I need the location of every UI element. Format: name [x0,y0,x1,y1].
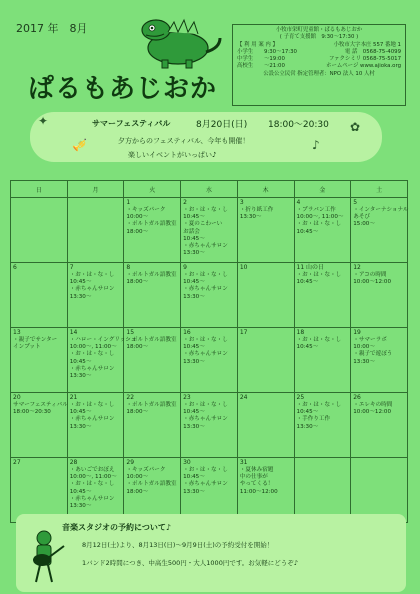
event-entry: 10:45〜 [183,214,205,221]
weekday-header: 水 [181,181,238,198]
event-entry: 10:45〜 [69,279,92,286]
calendar-week-row [11,393,408,458]
festival-subtitle: 夕方からのフェスティバル、今年も開催！ [118,137,250,145]
day-number: 31 [239,459,248,466]
calendar-day-cell [294,263,351,328]
calendar-day-cell [294,198,351,263]
event-entry: 13:30〜 [69,503,92,510]
event-entry: 中の仕事が [239,474,268,481]
event-entry: 10:45〜 [183,409,205,416]
calendar-day-cell [181,263,238,328]
event-entry: 13:30〜 [69,423,92,430]
event-entry: ・赤ちゃんサロン [69,286,115,293]
event-entry: ・キッズパーク [126,206,166,213]
event-entry: 10:00〜, 11:00〜 [296,214,344,221]
calendar-day-cell [294,328,351,393]
dinosaur-logo [128,8,224,70]
event-entry: ・赤ちゃんサロン [69,495,115,502]
studio-notice-title: 音楽スタジオの予約について♪ [62,523,171,532]
event-entry: ・赤ちゃんサロン [69,416,115,423]
calendar-day-cell [11,263,68,328]
page-title: ぱるもあじおか [28,74,218,104]
event-entry: ・ハロー・イングリッシュ [69,336,137,343]
day-number: 3 [239,199,244,206]
festival-date: 8月20日(日) [196,120,248,130]
calendar-day-cell [181,393,238,458]
event-entry: ・お・は・な・し [296,401,342,408]
calendar-day-cell [294,458,351,523]
info-elementary-hours: 小学生 9:30〜17:30 [237,48,297,55]
weekday-header: 木 [237,181,294,198]
festival-tagline: 楽しいイベントがいっぱい♪ [128,151,217,159]
event-entry: ・サマーラボ [353,336,387,343]
calendar-day-cell [351,198,408,263]
lantern-icon: ✿ [350,120,361,134]
day-number: 5 [353,199,358,206]
event-entry: 18:00〜 [126,279,149,286]
calendar-day-cell [124,458,181,523]
guitarist-illustration [22,528,66,584]
day-number: 16 [183,329,191,336]
calendar-day-cell [67,393,124,458]
event-entry: ・赤ちゃんサロン [183,416,228,423]
day-number: 6 [13,264,17,271]
event-entry: ・赤ちゃんサロン [183,351,228,358]
event-entry: 10:00〜 [353,344,375,351]
event-entry: ・赤ちゃんサロン [183,286,228,293]
event-entry: 15:00〜 [353,221,375,228]
event-entry: 18:00〜 [126,409,149,416]
calendar-week-row [11,328,408,393]
event-entry: ・赤ちゃんサロン [183,481,228,488]
event-entry: 13:30〜 [183,358,205,365]
sparkle-icon: ✦ [38,114,49,128]
event-entry: 10:45〜 [296,344,319,351]
calendar-day-cell [11,198,68,263]
calendar-week-row [11,458,408,523]
info-row-web [237,63,401,70]
calendar-day-cell [11,328,68,393]
calendar-day-cell [237,458,294,523]
event-entry: 10:45〜 [183,279,205,286]
event-entry: ・インターナショナル [353,206,409,213]
event-entry: ・あいごでおぼえ [69,466,115,473]
event-entry: 13:30〜 [353,358,375,365]
day-number: 17 [239,329,248,336]
event-entry: ・お・は・な・し [296,336,342,343]
calendar-day-cell [11,393,68,458]
day-number: 23 [183,394,191,401]
event-entry: ・ポルトガル語教室 [126,221,177,228]
calendar-day-cell [124,198,181,263]
day-number: 12 [353,264,361,271]
day-number: 22 [126,394,135,401]
event-entry: ・お・は・な・し [69,351,115,358]
info-fax: ファクシミリ 0568-75-5017 [328,56,401,63]
event-entry: 10:45〜 [296,228,319,235]
calendar-day-cell [67,198,124,263]
event-entry: ・お・は・な・し [69,271,115,278]
info-org: 小牧市栄町児童館・ぱるもあじおか [275,27,363,33]
event-entry: インプット [13,344,41,351]
event-entry: 10:45〜 [183,474,205,481]
day-number: 15 [126,329,135,336]
calendar-day-cell [181,458,238,523]
event-entry: お話会 [183,228,200,235]
event-entry: ・お・は・な・し [183,271,228,278]
event-entry: ・お・は・な・し [69,481,115,488]
weekday-header-row [11,181,408,198]
event-entry: ・赤ちゃんサロン [69,365,115,372]
calendar-day-cell [124,328,181,393]
event-entry: 13:30〜 [183,293,205,300]
weekday-header: 日 [11,181,68,198]
event-entry: ・お・は・な・し [69,401,115,408]
calendar-day-cell [124,393,181,458]
calendar-day-cell [67,458,124,523]
event-entry: 10:00〜, 11:00〜 [69,344,117,351]
event-entry: 10:45〜 [296,409,319,416]
event-entry: 13:30〜 [69,373,92,380]
event-entry: ・ポルトガル語教室 [126,481,177,488]
event-entry: 10:00〜, 11:00〜 [69,474,117,481]
event-entry: ・お・は・な・し [183,401,228,408]
event-entry: やってくる！ [239,481,274,488]
event-entry: ・親子でサンター [13,336,58,343]
day-number: 26 [353,394,361,401]
event-entry: 13:30〜 [296,423,319,430]
event-entry: 10:00〜12:00 [353,279,392,286]
event-entry: ・夏休み宿題 [239,466,274,473]
day-number: 20 [13,394,21,401]
event-entry: 13:30〜 [183,488,205,495]
event-entry: 13:30〜 [183,250,205,257]
trumpet-icon: 🎺 [72,138,87,152]
event-entry: 13:30〜 [183,423,205,430]
festival-title: サマーフェスティバル [92,119,171,128]
day-number: 7 [69,264,74,271]
event-entry: 18:00〜 [126,344,149,351]
studio-notice-line2: 1バンド2時間につき、中高生500円・大人1000円です。お気軽にどうぞ♪ [82,559,298,567]
event-entry: 10:45〜 [69,488,92,495]
calendar-day-cell [351,263,408,328]
day-number: 25 [296,394,305,401]
event-entry: あそび [353,214,371,221]
info-row-address [237,42,401,49]
event-entry: ・手作り工作 [296,416,331,423]
info-box [232,24,406,106]
event-entry: 10:00〜 [126,474,149,481]
event-calendar [10,180,408,523]
event-entry: 13:30〜 [239,214,262,221]
event-entry: ・お・は・な・し [296,221,342,228]
event-entry: 10:45〜 [69,409,92,416]
calendar-day-cell [237,328,294,393]
event-entry: ・赤ちゃんサロン [183,243,228,250]
calendar-day-cell [237,263,294,328]
day-number: 14 [69,329,78,336]
day-number: 13 [13,329,21,336]
info-phone: 電 話 0568-75-4099 [344,48,401,55]
event-entry: 11:00〜12:00 [239,488,278,495]
calendar-day-cell [237,198,294,263]
event-entry: ・キッズパーク [126,466,166,473]
day-number: 29 [126,459,135,466]
calendar-day-cell [181,328,238,393]
calendar-week-row [11,263,408,328]
event-entry: ・親子で遊ぼう [353,351,393,358]
day-number: 27 [13,459,21,466]
day-number: 19 [353,329,361,336]
music-note-icon: ♪ [312,138,320,152]
event-entry: ・お・は・な・し [183,466,228,473]
day-number: 1 [126,199,131,206]
day-number: 8 [126,264,131,271]
day-number: 18 [296,329,305,336]
studio-notice-line1: 8月12日(土)より、8月13日(日)〜9月9日(土)の予約受付を開始！ [82,541,274,549]
day-number: 11 山の日 [296,264,325,271]
calendar-day-cell [351,393,408,458]
event-entry: ・折り紙工作 [239,206,274,213]
calendar-day-cell [11,458,68,523]
calendar-day-cell [181,198,238,263]
event-entry: 18:00〜 [126,488,149,495]
event-entry: 10:45〜 [183,235,205,242]
calendar-day-cell [294,393,351,458]
calendar-body [11,198,408,523]
day-number: 24 [239,394,248,401]
day-number: 28 [69,459,78,466]
calendar-day-cell [124,263,181,328]
event-entry: ・エレキの時間 [353,401,393,408]
day-number: 2 [183,199,187,206]
info-address: 小牧市大字本庄 557 番地 1 [333,41,401,48]
event-entry: ・ポルトガル語教室 [126,336,177,343]
calendar-day-cell [67,263,124,328]
weekday-header: 金 [294,181,351,198]
day-number: 4 [296,199,301,206]
info-high-hours: 高校生 〜21:00 [237,63,285,70]
day-number: 9 [183,264,187,271]
event-entry: 10:45〜 [69,358,92,365]
event-entry: ・お・は・な・し [296,271,342,278]
event-entry: 18:00〜 [126,228,149,235]
info-junior-hours: 中学生 〜19:00 [237,56,285,63]
year-month-label: 2017 年 8月 [16,22,88,35]
event-entry: ・お・は・な・し [183,206,228,213]
day-number: 21 [69,394,78,401]
info-hours: ( 子育て支援館 9:30〜17:30 ) [279,34,359,41]
event-entry: ・お・は・な・し [183,336,228,343]
event-entry: ・プラバン工作 [296,206,336,213]
event-entry: 18:00〜20:30 [13,409,51,416]
calendar-day-cell [351,458,408,523]
calendar-day-cell [351,328,408,393]
event-entry: ・ポルトガル語教室 [126,271,177,278]
event-entry: ・アコの時間 [353,271,387,278]
weekday-header: 月 [67,181,124,198]
day-number: 10 [239,264,248,271]
calendar-day-cell [237,393,294,458]
day-number: 30 [183,459,191,466]
event-entry: 13:30〜 [69,293,92,300]
event-entry: ・夏のこわーい [183,221,223,228]
info-website: ホームページ www.ajioka.org [326,63,401,70]
event-entry: 10:00〜12:00 [353,409,392,416]
event-entry: 10:00〜 [126,214,149,221]
event-entry: 10:45〜 [183,344,205,351]
event-entry: サマーフェスティバル [13,401,68,408]
weekday-header: 火 [124,181,181,198]
event-entry: 10:45〜 [296,279,319,286]
festival-time: 18:00〜20:30 [268,120,329,130]
info-operator: 公設公立民営 指定管理者：NPO 法人 10 人村 [263,70,375,77]
info-guide-label: 【 利 用 案 内 】 [237,41,278,48]
weekday-header: 土 [351,181,408,198]
calendar-week-row [11,198,408,263]
event-entry: ・ポルトガル語教室 [126,401,177,408]
